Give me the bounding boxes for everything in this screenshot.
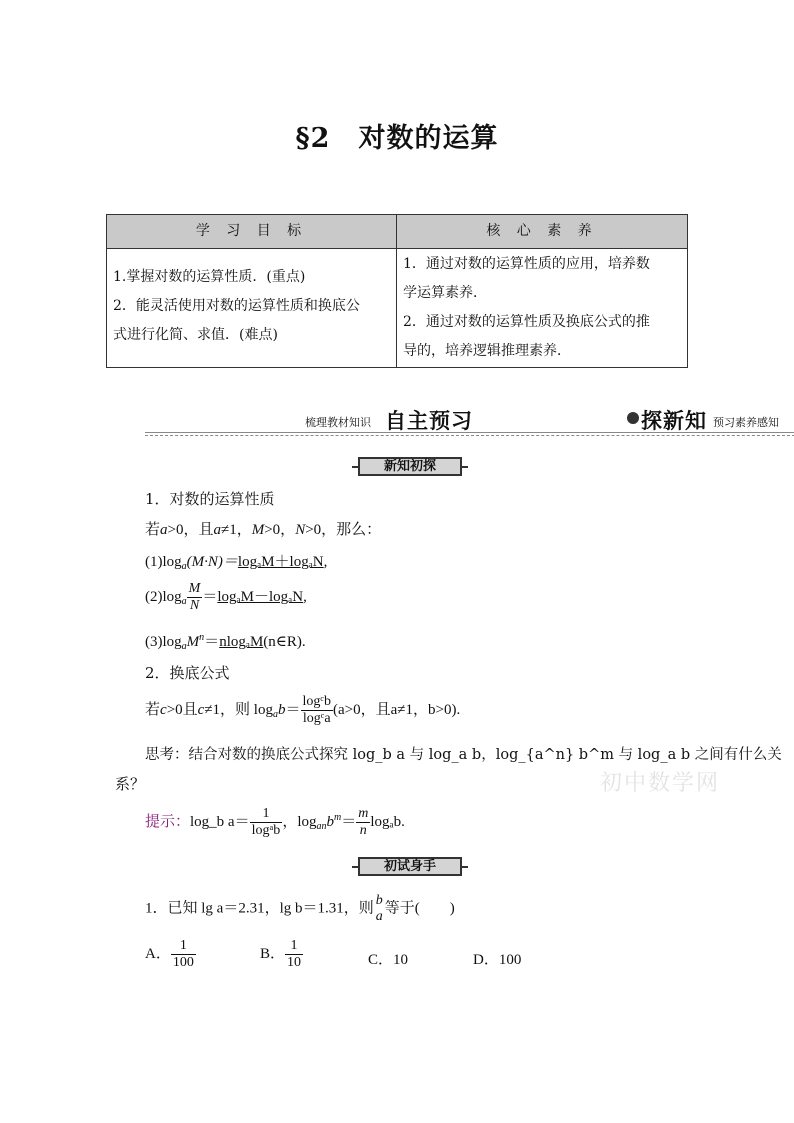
heading-change-of-base: 2．换底公式 bbox=[145, 664, 230, 682]
banner-title-2: 探新知 bbox=[641, 409, 707, 433]
section-title: 对数的运算 bbox=[358, 123, 499, 154]
banner-title-1: 自主预习 bbox=[385, 409, 473, 433]
option-a[interactable]: A． $\frac{1}{100}$ bbox=[145, 938, 194, 970]
page-title bbox=[0, 116, 794, 155]
preview-banner bbox=[145, 404, 794, 438]
hint-line: 提示：log_b a＝ $\frac{1}{\text{logᵃb}}$ ，$\log_{an}b^m=$ $\frac{m}{n}$ logₐb. bbox=[145, 806, 405, 838]
literacy-line: 1．通过对数的运算性质的应用，培养数 bbox=[403, 256, 650, 272]
property-2: $(2)\log_a$ $\frac{M}{N}$ ＝logₐM－logₐN, bbox=[145, 581, 307, 613]
question-1: 1．已知 lg a＝2.31，lg b＝1.31，则 b a 等于( ) bbox=[145, 893, 455, 924]
goal-line: 1.掌握对数的运算性质．(重点) bbox=[113, 269, 306, 285]
literacy-line: 学运算素养． bbox=[403, 285, 487, 301]
option-b[interactable]: B． $\frac{1}{10}$ bbox=[260, 938, 302, 970]
banner-arrow-icon bbox=[627, 412, 639, 424]
goals-right-cell bbox=[397, 249, 688, 368]
section-label-new-knowledge: 新知初探 bbox=[358, 457, 462, 476]
section-label-trial: 初试身手 bbox=[358, 857, 462, 876]
option-c[interactable]: C．10 bbox=[368, 952, 409, 968]
change-of-base-formula: 若c>0且c≠1，则 $\log_ab=$ $\frac{\text{logᶜb}}{\text{logᶜa}}$ (a>0，且a≠1，b>0). bbox=[145, 694, 461, 726]
property-3: $(3)\log_aM^n=nlog_aM(n\in R)$. bbox=[145, 632, 306, 652]
condition-line: 若a>0，且a≠1，M>0，N>0，那么： bbox=[145, 522, 382, 538]
option-d[interactable]: D．100 bbox=[473, 952, 522, 968]
goal-line: 2．能灵活使用对数的运算性质和换底公 bbox=[113, 298, 360, 314]
property-1-answer: logₐM＋logₐN bbox=[237, 554, 324, 570]
hint-label: 提示： bbox=[145, 811, 191, 830]
goals-table bbox=[106, 214, 688, 368]
goal-line: 式进行化简、求值．(难点) bbox=[113, 327, 278, 343]
property-2-answer: logₐM－logₐN bbox=[217, 588, 304, 605]
watermark: 初中数学网 bbox=[600, 771, 721, 796]
section-number: §2 bbox=[295, 123, 331, 154]
think-line-2: 系？ bbox=[115, 775, 146, 793]
literacy-line: 导的，培养逻辑推理素养． bbox=[403, 343, 571, 359]
literacy-line: 2．通过对数的运算性质及换底公式的推 bbox=[403, 314, 650, 330]
goals-header-left: 学 习 目 标 bbox=[107, 215, 397, 249]
banner-left-text: 梳理教材知识 bbox=[305, 416, 371, 429]
goals-header-right: 核 心 素 养 bbox=[397, 215, 688, 249]
goals-left-cell bbox=[107, 249, 397, 368]
property-3-answer: nlogₐM bbox=[219, 634, 264, 650]
banner-right-text: 预习素养感知 bbox=[713, 416, 779, 429]
think-line-1: 思考：结合对数的换底公式探究 log_b a 与 log_a b，log_{a^n} b^m 与 log_a b 之间有什么关 bbox=[145, 747, 782, 763]
property-1: $(1)\log_a(M\cdot N)=\log_aM+\log_aN$, bbox=[145, 554, 328, 572]
heading-log-properties: 1．对数的运算性质 bbox=[145, 490, 275, 508]
banner-rule bbox=[145, 432, 794, 436]
